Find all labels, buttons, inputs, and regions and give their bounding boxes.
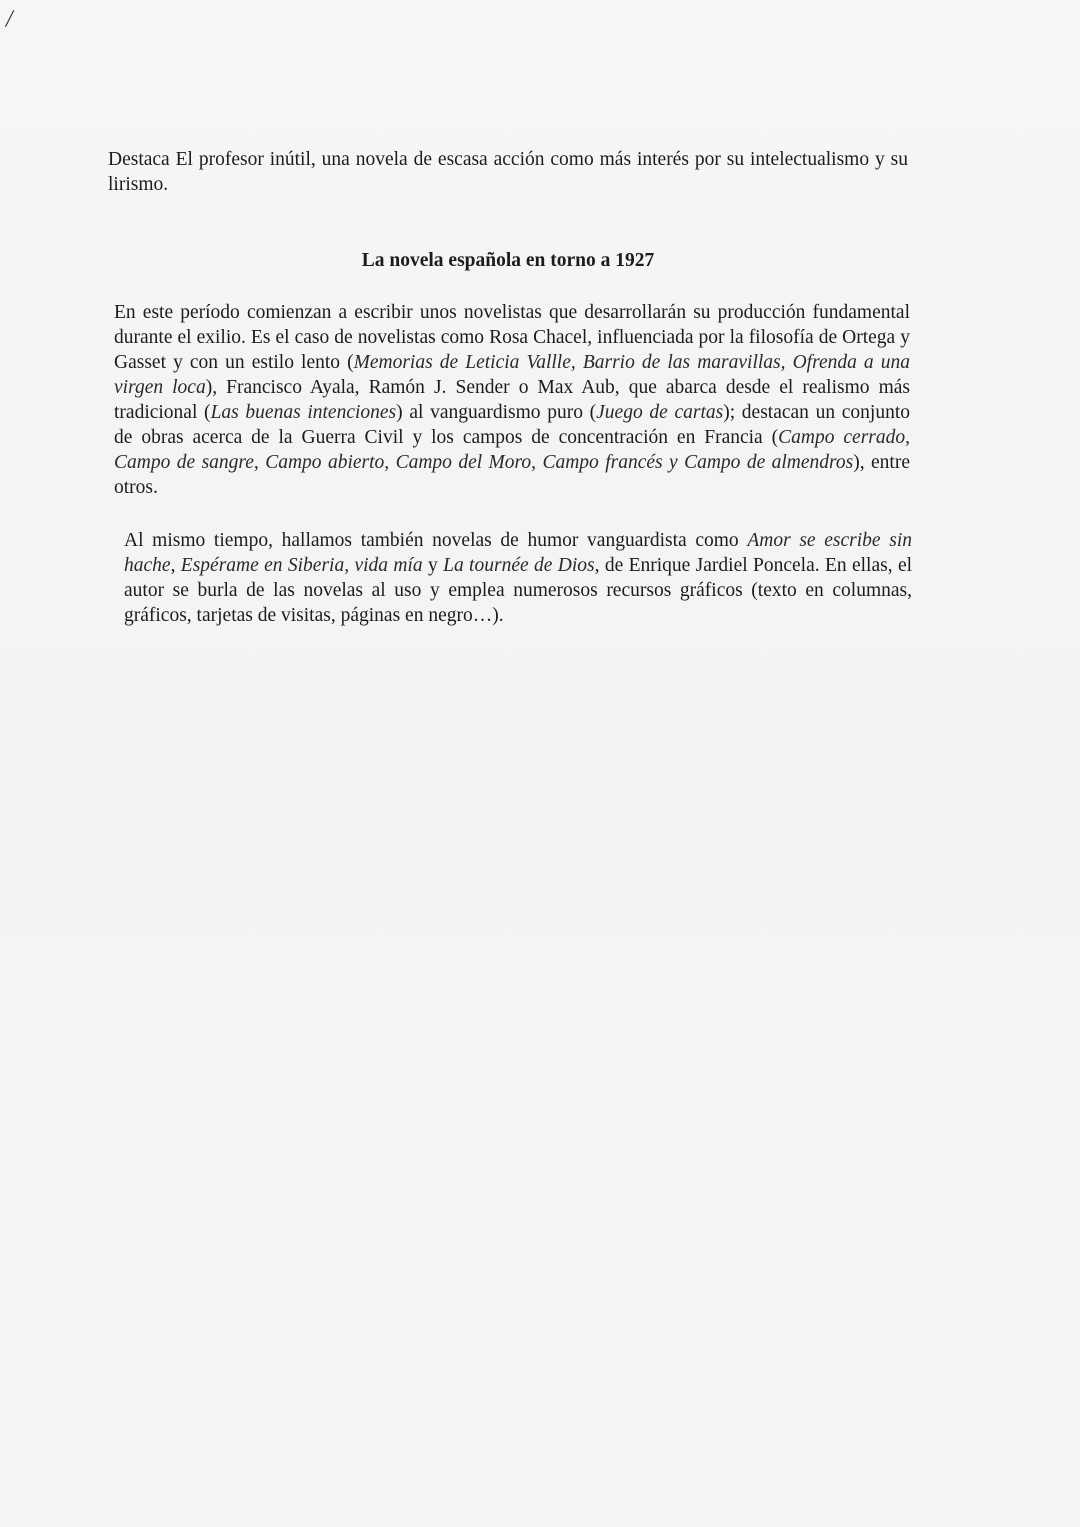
work-title-amor: Amor se escribe sin hache (124, 529, 912, 576)
exile-novelists-paragraph (114, 300, 910, 500)
paragraph-text: ) al vanguardismo puro ( (396, 401, 597, 423)
paragraph-text: y (422, 554, 444, 576)
work-title-tournee: La tournée de Dios (443, 554, 595, 576)
humor-novels-paragraph (124, 528, 912, 628)
paragraph-text: ), Francisco Ayala, Ramón J. Sender o Max Aub, que abarca desde el realismo más tradicional ( (114, 376, 910, 423)
intro-paragraph: Destaca El profesor inútil, una novela de escasa acción como más interés por su intelectualismo y su lirismo. (108, 148, 908, 195)
section-heading: La novela española en torno a 1927 (361, 250, 655, 272)
corner-pen-mark: / (4, 3, 16, 34)
work-titles-campos: Campo cerrado, Campo de sangre, Campo abierto, Campo del Moro, Campo francés y Campo de almendros (114, 426, 910, 473)
paragraph-text: ); destacan un conjunto de obras acerca de la Guerra Civil y los campos de concentración en Francia ( (114, 401, 911, 448)
paragraph-text: Al mismo tiempo, hallamos también novelas de humor vanguardista como (124, 529, 748, 551)
work-titles-chacel: Memorias de Leticia Vallle, Barrio de las maravillas, Ofrenda a una virgen loca (114, 351, 911, 398)
work-title-esperame: Espérame en Siberia, vida mía (180, 554, 423, 576)
paragraph-text: , (170, 554, 181, 576)
paragraph-text: , de Enrique Jardiel Poncela. En ellas, el autor se burla de las novelas al uso y emplea numerosos recursos gráficos (texto en columnas, gráficos, tarjetas de visitas, páginas en negro…). (124, 554, 913, 626)
work-title-aub-vanguard: Juego de cartas (596, 401, 724, 423)
paragraph-text: En este período comienzan a escribir unos novelistas que desarrollarán su producción fundamental durante el exilio. Es el caso de novelistas como Rosa Chacel, influenciada por la filosofía de Ortega y Gasset y con un estilo lento ( (114, 301, 910, 373)
work-title-aub-realism: Las buenas intenciones (210, 401, 397, 423)
paragraph-text: ), entre otros. (114, 451, 910, 498)
